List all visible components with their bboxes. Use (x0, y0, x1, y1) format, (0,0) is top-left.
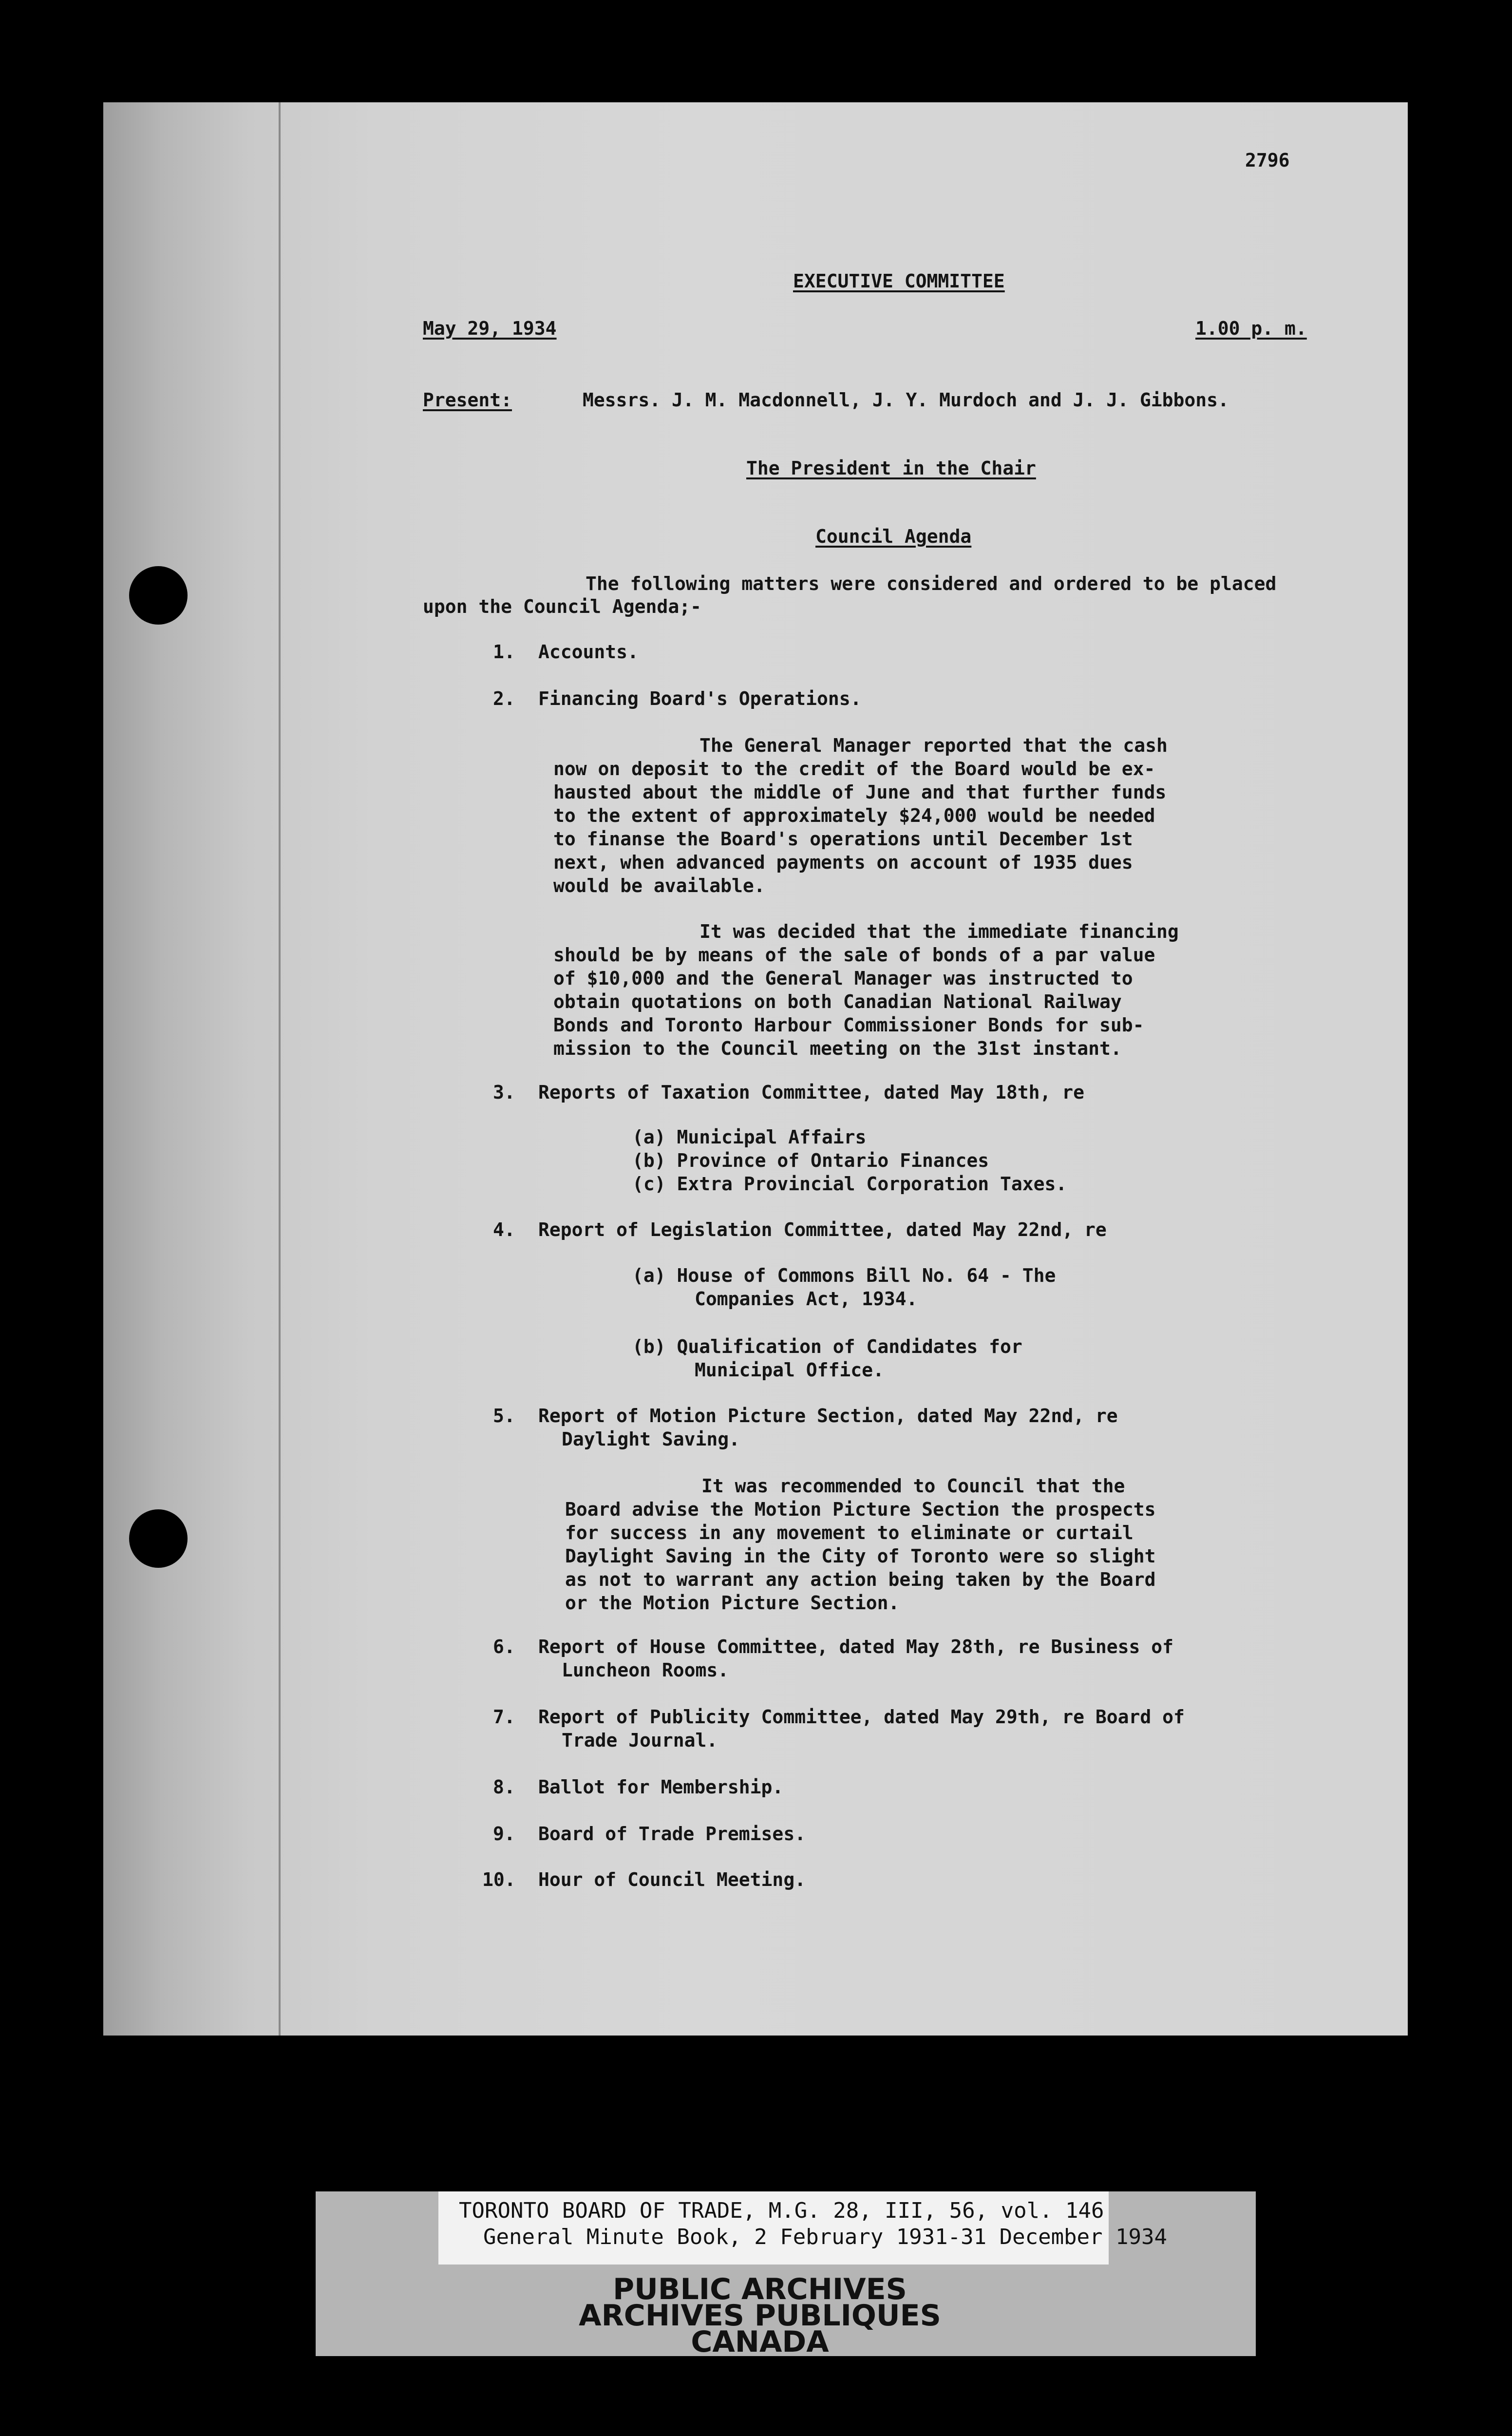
item-2-paragraph-2 (553, 920, 1179, 1060)
archive-reference-line-2: General Minute Book, 2 February 1931-31 December 1934 (483, 2225, 1167, 2249)
subitem-line: Municipal Office. (695, 1359, 884, 1381)
archives-line: CANADA (691, 2325, 829, 2359)
item-number: 6. (493, 1636, 515, 1657)
intro-line-1: The following matters were considered and ordered to be placed (586, 573, 1277, 594)
paragraph-line: would be available. (553, 875, 765, 896)
subitem: (a) Municipal Affairs (632, 1126, 867, 1148)
paragraph-line: next, when advanced payments on account of 1935 dues (553, 852, 1133, 873)
item-3-subitems (632, 1125, 1067, 1196)
item-number: 1. (493, 641, 515, 663)
punch-hole-bottom (129, 1509, 188, 1568)
paragraph-line: The General Manager reported that the cash (699, 735, 1168, 756)
paragraph-line: obtain quotations on both Canadian National Railway (553, 991, 1122, 1012)
item-number: 5. (493, 1405, 515, 1427)
item-line: Report of Publicity Committee, dated May 29th, re Board of (538, 1706, 1185, 1728)
item-4-subitem-b (632, 1335, 1022, 1382)
paragraph-line: for success in any movement to eliminate or curtail (565, 1522, 1134, 1543)
item-line: Report of Motion Picture Section, dated May 22nd, re (538, 1405, 1118, 1427)
item-text (538, 1705, 1185, 1752)
paragraph-line: or the Motion Picture Section. (565, 1592, 900, 1614)
item-line: Luncheon Rooms. (562, 1659, 729, 1681)
paragraph-line: It was recommended to Council that the (701, 1475, 1125, 1497)
item-4-subitem-a (632, 1264, 1056, 1311)
item-text: Reports of Taxation Committee, dated May 18th, re (538, 1082, 1085, 1103)
item-line: Daylight Saving. (562, 1428, 740, 1450)
meeting-date: May 29, 1934 (423, 318, 557, 339)
punch-hole-top (129, 566, 188, 625)
item-text: Ballot for Membership. (538, 1776, 784, 1798)
item-number: 2. (493, 688, 515, 709)
paragraph-line: hausted about the middle of June and that further funds (553, 781, 1167, 803)
paragraph-line: of $10,000 and the General Manager was instructed to (553, 968, 1133, 989)
page-fold-line (279, 102, 281, 2036)
intro-line-2: upon the Council Agenda;- (423, 596, 701, 617)
heading-title: EXECUTIVE COMMITTEE (793, 270, 1005, 292)
subitem-line: Companies Act, 1934. (695, 1288, 918, 1310)
paragraph-line: now on deposit to the credit of the Board would be ex- (553, 758, 1155, 780)
meeting-time: 1.00 p. m. (1195, 318, 1307, 339)
archives-stamp (575, 2272, 945, 2359)
item-text: Financing Board's Operations. (538, 688, 862, 709)
item-text: Report of Legislation Committee, dated May 22nd, re (538, 1219, 1107, 1240)
item-text (538, 1635, 1173, 1682)
paragraph-line: Daylight Saving in the City of Toronto were so slight (565, 1545, 1156, 1567)
present-names: Messrs. J. M. Macdonnell, J. Y. Murdoch and J. J. Gibbons. (583, 389, 1229, 411)
archives-line: ARCHIVES PUBLIQUES (579, 2299, 941, 2333)
item-number: 3. (493, 1082, 515, 1103)
item-2-paragraph-1 (553, 734, 1168, 897)
paragraph-line: to finanse the Board's operations until December 1st (553, 828, 1133, 850)
agenda-title: Council Agenda (815, 526, 972, 547)
page-number: 2796 (1245, 150, 1290, 171)
paragraph-line: to the extent of approximately $24,000 would be needed (553, 805, 1155, 826)
item-text: Board of Trade Premises. (538, 1823, 806, 1845)
item-number: 4. (493, 1219, 515, 1240)
paragraph-line: Board advise the Motion Picture Section the prospects (565, 1499, 1156, 1520)
subitem-line: (a) House of Commons Bill No. 64 - The (632, 1265, 1056, 1286)
item-line: Report of House Committee, dated May 28th, re Business of (538, 1636, 1174, 1657)
paragraph-line: Bonds and Toronto Harbour Commissioner Bonds for sub- (553, 1014, 1144, 1036)
item-number: 8. (493, 1776, 515, 1798)
item-5-paragraph (565, 1474, 1156, 1615)
paragraph-line: should be by means of the sale of bonds of a par value (553, 944, 1155, 966)
archive-reference-line-1: TORONTO BOARD OF TRADE, M.G. 28, III, 56, vol. 146 (459, 2198, 1104, 2223)
paragraph-line: as not to warrant any action being taken by the Board (565, 1569, 1156, 1590)
item-number: 7. (493, 1706, 515, 1728)
item-number: 9. (493, 1823, 515, 1845)
paragraph-line: It was decided that the immediate financing (699, 921, 1179, 942)
subitem-line: (b) Qualification of Candidates for (632, 1336, 1022, 1357)
item-number: 10. (482, 1869, 516, 1890)
present-label: Present: (423, 389, 512, 411)
chair-line: The President in the Chair (746, 457, 1036, 479)
item-line: Trade Journal. (562, 1730, 718, 1751)
archives-line: PUBLIC ARCHIVES (613, 2272, 907, 2306)
subitem: (b) Province of Ontario Finances (632, 1150, 989, 1171)
paragraph-line: mission to the Council meeting on the 31st instant. (553, 1038, 1122, 1059)
item-text: Accounts. (538, 641, 639, 663)
item-text: Hour of Council Meeting. (538, 1869, 806, 1890)
subitem: (c) Extra Provincial Corporation Taxes. (632, 1173, 1067, 1195)
item-text (538, 1404, 1118, 1451)
